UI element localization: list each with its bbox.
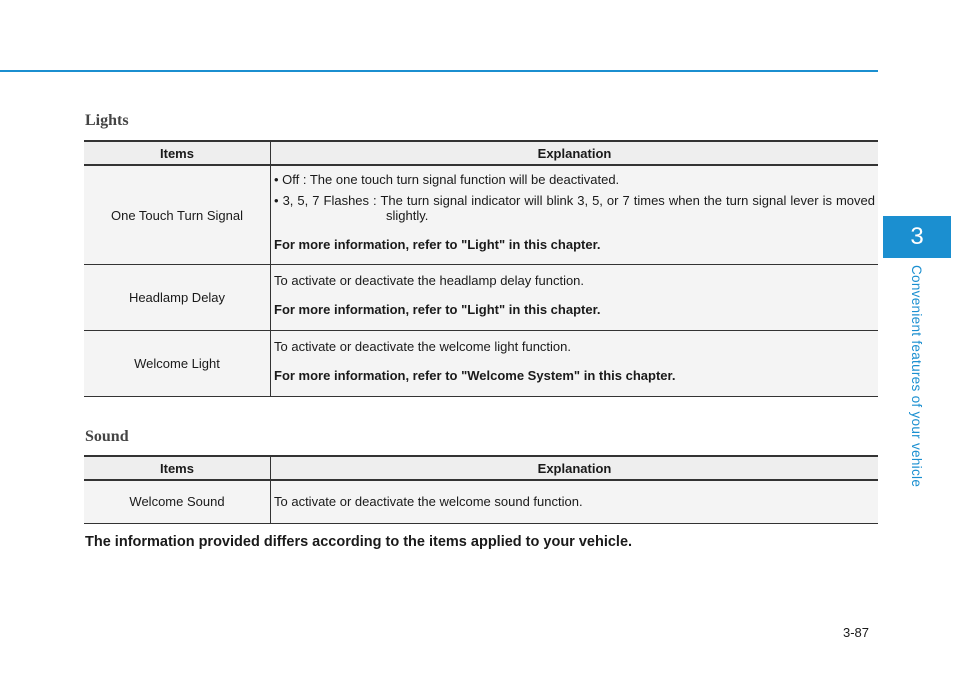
table-header-row [84, 456, 878, 480]
header-items: Items [84, 456, 271, 480]
header-explanation: Explanation [271, 456, 879, 480]
explanation-cell [271, 331, 879, 397]
explanation-cell [271, 165, 879, 265]
explanation-cell [271, 265, 879, 331]
chapter-number: 3 [910, 223, 924, 250]
lights-table [84, 140, 878, 397]
lights-section-title: Lights [85, 112, 129, 129]
chapter-tab [883, 216, 951, 258]
page-number: 3-87 [843, 625, 870, 640]
reference-note: For more information, refer to "Welcome System" in this chapter. [274, 367, 676, 383]
sound-section-title: Sound [85, 428, 129, 445]
chapter-title: Convenient features of your vehicle [909, 265, 924, 488]
explanation-line: To activate or deactivate the welcome light function. [274, 338, 571, 354]
header-explanation: Explanation [271, 141, 879, 165]
footnote: The information provided differs according to the items applied to your vehicle. [85, 534, 633, 550]
item-cell: Welcome Sound [84, 480, 271, 523]
sound-table [84, 455, 878, 524]
item-cell: Headlamp Delay [84, 265, 271, 331]
explanation-line: • Off : The one touch turn signal function will be deactivated. [274, 172, 620, 187]
explanation-cell: To activate or deactivate the welcome sound function. [271, 480, 879, 523]
table-header-row [84, 141, 878, 165]
item-cell: Welcome Light [84, 331, 271, 397]
item-cell: One Touch Turn Signal [84, 165, 271, 265]
table-row [84, 165, 878, 265]
explanation-line: To activate or deactivate the headlamp delay function. [274, 272, 585, 288]
reference-note: For more information, refer to "Light" in this chapter. [274, 301, 601, 317]
reference-note: For more information, refer to "Light" in this chapter. [274, 237, 601, 252]
table-row [84, 331, 878, 397]
header-items: Items [84, 141, 271, 165]
explanation-line: • 3, 5, 7 Flashes : The turn signal indicator will blink 3, 5, or 7 times when the turn signal lever is moved slightly. [274, 193, 875, 223]
top-rule [0, 70, 878, 72]
table-row [84, 265, 878, 331]
table-row [84, 480, 878, 523]
